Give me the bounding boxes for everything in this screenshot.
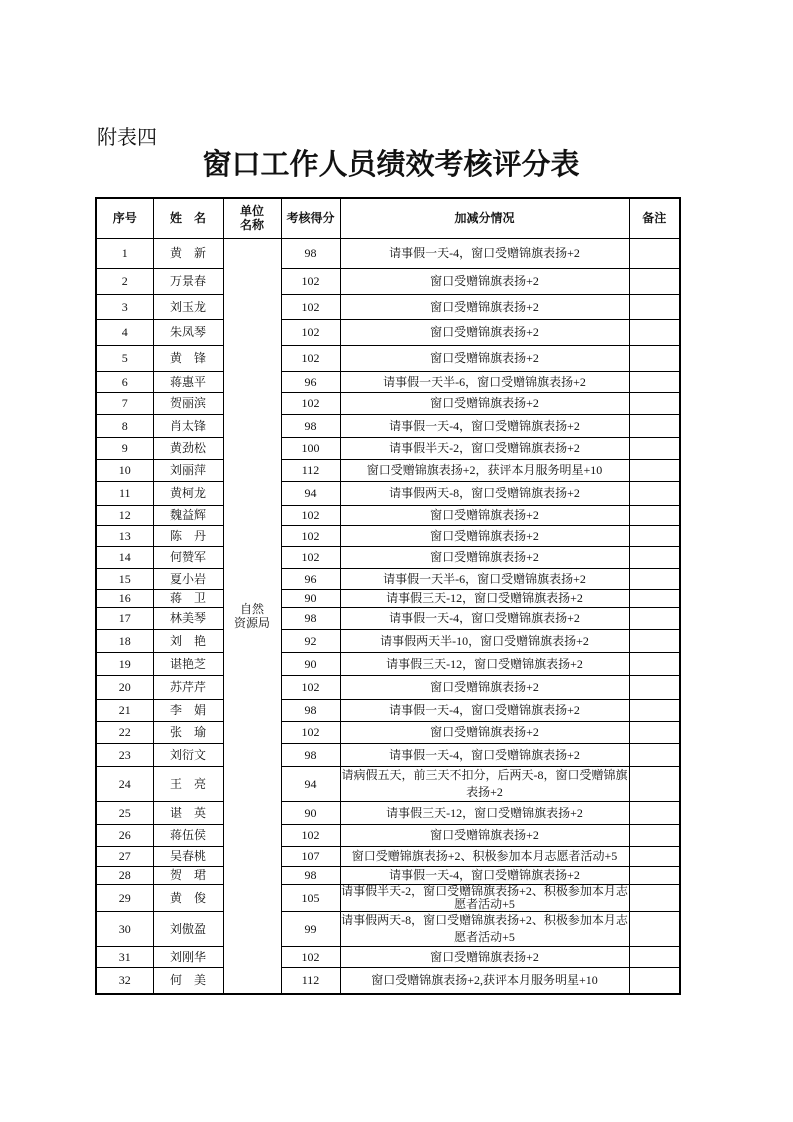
- staff-name: 黄 俊: [153, 884, 223, 911]
- row-number: 28: [96, 866, 153, 884]
- staff-name: 黄 锋: [153, 345, 223, 371]
- row-number: 2: [96, 268, 153, 294]
- staff-name: 苏芹芹: [153, 675, 223, 699]
- row-number: 10: [96, 459, 153, 481]
- assessment-score: 98: [281, 238, 340, 268]
- staff-name: 黄 新: [153, 238, 223, 268]
- table-row: [96, 721, 680, 743]
- remark-cell: [629, 946, 680, 967]
- staff-name: 黄劲松: [153, 437, 223, 459]
- table-row: [96, 371, 680, 392]
- assessment-score: 102: [281, 824, 340, 846]
- remark-cell: [629, 967, 680, 994]
- assessment-score: 102: [281, 525, 340, 546]
- remark-cell: [629, 824, 680, 846]
- assessment-score: 99: [281, 911, 340, 946]
- row-number: 31: [96, 946, 153, 967]
- staff-name: 夏小岩: [153, 568, 223, 589]
- table-row: [96, 766, 680, 801]
- header-remark: 备注: [629, 198, 680, 238]
- table-row: [96, 884, 680, 911]
- score-adjustment-detail: 请事假一天半-6，窗口受赠锦旗表扬+2: [340, 568, 629, 589]
- assessment-score: 98: [281, 699, 340, 721]
- table-row: [96, 481, 680, 505]
- header-adjustment: 加减分情况: [340, 198, 629, 238]
- staff-name: 刘丽萍: [153, 459, 223, 481]
- remark-cell: [629, 238, 680, 268]
- row-number: 30: [96, 911, 153, 946]
- table-row: [96, 824, 680, 846]
- remark-cell: [629, 589, 680, 607]
- score-adjustment-detail: 请事假一天-4，窗口受赠锦旗表扬+2: [340, 414, 629, 437]
- table-row: [96, 589, 680, 607]
- assessment-score: 98: [281, 607, 340, 629]
- assessment-score: 112: [281, 459, 340, 481]
- staff-name: 魏益辉: [153, 505, 223, 525]
- row-number: 15: [96, 568, 153, 589]
- page-title: 窗口工作人员绩效考核评分表: [202, 149, 580, 181]
- staff-name: 何 美: [153, 967, 223, 994]
- score-adjustment-detail: 窗口受赠锦旗表扬+2: [340, 319, 629, 345]
- score-adjustment-detail: 窗口受赠锦旗表扬+2: [340, 546, 629, 568]
- remark-cell: [629, 459, 680, 481]
- assessment-score: 105: [281, 884, 340, 911]
- assessment-score: 90: [281, 801, 340, 824]
- table-row: [96, 946, 680, 967]
- row-number: 11: [96, 481, 153, 505]
- score-adjustment-detail: 窗口受赠锦旗表扬+2: [340, 268, 629, 294]
- table-row: [96, 967, 680, 994]
- assessment-score: 102: [281, 392, 340, 414]
- table-row: [96, 268, 680, 294]
- assessment-score: 102: [281, 345, 340, 371]
- assessment-score: 102: [281, 546, 340, 568]
- table-row: [96, 294, 680, 319]
- score-adjustment-detail: 窗口受赠锦旗表扬+2: [340, 294, 629, 319]
- staff-name: 朱凤琴: [153, 319, 223, 345]
- score-adjustment-detail: 窗口受赠锦旗表扬+2: [340, 525, 629, 546]
- score-adjustment-detail: 请事假半天-2，窗口受赠锦旗表扬+2、积极参加本月志 愿者活动+5: [341, 883, 628, 911]
- staff-name: 何赞军: [153, 546, 223, 568]
- assessment-score: 96: [281, 371, 340, 392]
- row-number: 6: [96, 371, 153, 392]
- staff-name: 蒋惠平: [153, 371, 223, 392]
- table-row: [96, 699, 680, 721]
- row-number: 3: [96, 294, 153, 319]
- table-header-row: [96, 198, 680, 238]
- assessment-score: 102: [281, 946, 340, 967]
- assessment-score: 98: [281, 414, 340, 437]
- table-row: [96, 437, 680, 459]
- remark-cell: [629, 319, 680, 345]
- assessment-score: 90: [281, 589, 340, 607]
- assessment-score: 94: [281, 766, 340, 801]
- table-row: [96, 319, 680, 345]
- score-adjustment-detail: 窗口受赠锦旗表扬+2，获评本月服务明星+10: [340, 459, 629, 481]
- score-adjustment-detail: 请事假两天半-10，窗口受赠锦旗表扬+2: [340, 629, 629, 652]
- row-number: 22: [96, 721, 153, 743]
- row-number: 24: [96, 766, 153, 801]
- assessment-score: 102: [281, 675, 340, 699]
- remark-cell: [629, 294, 680, 319]
- assessment-score: 112: [281, 967, 340, 994]
- table-row: [96, 459, 680, 481]
- staff-name: 贺丽滨: [153, 392, 223, 414]
- remark-cell: [629, 525, 680, 546]
- table-row: [96, 392, 680, 414]
- staff-name: 吴春桃: [153, 846, 223, 866]
- row-number: 25: [96, 801, 153, 824]
- table-row: [96, 675, 680, 699]
- table-row: [96, 743, 680, 766]
- header-name: 姓 名: [153, 198, 223, 238]
- remark-cell: [629, 629, 680, 652]
- score-adjustment-detail: 请事假两天-8，窗口受赠锦旗表扬+2、积极参加本月志 愿者活动+5: [340, 911, 629, 946]
- row-number: 13: [96, 525, 153, 546]
- remark-cell: [629, 743, 680, 766]
- score-adjustment-detail: 窗口受赠锦旗表扬+2、积极参加本月志愿者活动+5: [340, 846, 629, 866]
- remark-cell: [629, 607, 680, 629]
- staff-name: 刘 艳: [153, 629, 223, 652]
- score-adjustment-detail: 窗口受赠锦旗表扬+2: [340, 392, 629, 414]
- staff-name: 刘刚华: [153, 946, 223, 967]
- assessment-score: 100: [281, 437, 340, 459]
- staff-name: 林美琴: [153, 607, 223, 629]
- remark-cell: [629, 675, 680, 699]
- table-row: [96, 505, 680, 525]
- staff-name: 黄柯龙: [153, 481, 223, 505]
- table-row: [96, 525, 680, 546]
- row-number: 4: [96, 319, 153, 345]
- remark-cell: [629, 911, 680, 946]
- row-number: 27: [96, 846, 153, 866]
- score-adjustment-detail: 请事假一天半-6，窗口受赠锦旗表扬+2: [340, 371, 629, 392]
- table-row: [96, 607, 680, 629]
- remark-cell: [629, 392, 680, 414]
- score-adjustment-detail: 窗口受赠锦旗表扬+2: [340, 345, 629, 371]
- remark-cell: [629, 437, 680, 459]
- score-adjustment-detail: 请事假三天-12，窗口受赠锦旗表扬+2: [340, 589, 629, 607]
- remark-cell: [629, 866, 680, 884]
- row-number: 20: [96, 675, 153, 699]
- remark-cell: [629, 546, 680, 568]
- row-number: 14: [96, 546, 153, 568]
- row-number: 18: [96, 629, 153, 652]
- assessment-score: 102: [281, 721, 340, 743]
- score-adjustment-detail: 请事假三天-12，窗口受赠锦旗表扬+2: [340, 652, 629, 675]
- assessment-score: 102: [281, 505, 340, 525]
- score-adjustment-detail: 请事假半天-2，窗口受赠锦旗表扬+2: [340, 437, 629, 459]
- score-adjustment-detail: 请事假一天-4，窗口受赠锦旗表扬+2: [340, 743, 629, 766]
- remark-cell: [629, 505, 680, 525]
- assessment-score: 98: [281, 866, 340, 884]
- table-row: [96, 568, 680, 589]
- row-number: 32: [96, 967, 153, 994]
- staff-name: 谌艳芝: [153, 652, 223, 675]
- staff-name: 张 瑜: [153, 721, 223, 743]
- assessment-score: 90: [281, 652, 340, 675]
- assessment-score: 98: [281, 743, 340, 766]
- table-body: [96, 238, 680, 994]
- staff-name: 肖太锋: [153, 414, 223, 437]
- remark-cell: [629, 699, 680, 721]
- appendix-label: 附表四: [97, 127, 157, 149]
- score-adjustment-detail: 窗口受赠锦旗表扬+2: [340, 946, 629, 967]
- row-number: 7: [96, 392, 153, 414]
- staff-name: 王 亮: [153, 766, 223, 801]
- assessment-score: 102: [281, 268, 340, 294]
- unit-name-cell: 自然 资源局: [223, 238, 281, 994]
- header-score: 考核得分: [281, 198, 340, 238]
- table-row: [96, 414, 680, 437]
- table-row: [96, 866, 680, 884]
- score-adjustment-detail: 请事假一天-4，窗口受赠锦旗表扬+2: [340, 607, 629, 629]
- score-adjustment-detail: 请病假五天，前三天不扣分，后两天-8，窗口受赠锦旗 表扬+2: [340, 766, 629, 801]
- remark-cell: [629, 345, 680, 371]
- table-row: [96, 801, 680, 824]
- table-row: [96, 546, 680, 568]
- score-adjustment-detail: 窗口受赠锦旗表扬+2: [340, 505, 629, 525]
- remark-cell: [629, 371, 680, 392]
- score-adjustment-detail: 窗口受赠锦旗表扬+2,获评本月服务明星+10: [340, 967, 629, 994]
- table-row: [96, 652, 680, 675]
- assessment-score: 94: [281, 481, 340, 505]
- row-number: 8: [96, 414, 153, 437]
- assessment-score: 96: [281, 568, 340, 589]
- assessment-score: 102: [281, 294, 340, 319]
- row-number: 12: [96, 505, 153, 525]
- remark-cell: [629, 568, 680, 589]
- row-number: 5: [96, 345, 153, 371]
- row-number: 1: [96, 238, 153, 268]
- score-adjustment-detail: 请事假三天-12，窗口受赠锦旗表扬+2: [340, 801, 629, 824]
- score-adjustment-detail: 请事假一天-4，窗口受赠锦旗表扬+2: [340, 866, 629, 884]
- row-number: 16: [96, 589, 153, 607]
- staff-name: 李 娟: [153, 699, 223, 721]
- row-number: 29: [96, 884, 153, 911]
- remark-cell: [629, 481, 680, 505]
- table-row: [96, 345, 680, 371]
- row-number: 19: [96, 652, 153, 675]
- row-number: 26: [96, 824, 153, 846]
- score-adjustment-detail: 请事假两天-8，窗口受赠锦旗表扬+2: [340, 481, 629, 505]
- table-row: [96, 846, 680, 866]
- row-number: 9: [96, 437, 153, 459]
- score-adjustment-detail: 窗口受赠锦旗表扬+2: [340, 721, 629, 743]
- row-number: 17: [96, 607, 153, 629]
- remark-cell: [629, 846, 680, 866]
- remark-cell: [629, 268, 680, 294]
- score-adjustment-detail: 窗口受赠锦旗表扬+2: [340, 824, 629, 846]
- score-adjustment-detail: 窗口受赠锦旗表扬+2: [340, 675, 629, 699]
- staff-name: 刘玉龙: [153, 294, 223, 319]
- row-number: 23: [96, 743, 153, 766]
- staff-name: 陈 丹: [153, 525, 223, 546]
- header-unit: 单位 名称: [223, 198, 281, 238]
- staff-name: 刘衍文: [153, 743, 223, 766]
- score-adjustment-detail: 请事假一天-4，窗口受赠锦旗表扬+2: [340, 699, 629, 721]
- assessment-score: 92: [281, 629, 340, 652]
- table-row: [96, 911, 680, 946]
- table-row: [96, 238, 680, 268]
- staff-name: 刘傲盈: [153, 911, 223, 946]
- staff-name: 蒋伍侯: [153, 824, 223, 846]
- staff-name: 谌 英: [153, 801, 223, 824]
- staff-name: 贺 珺: [153, 866, 223, 884]
- remark-cell: [629, 884, 680, 911]
- staff-name: 蒋 卫: [153, 589, 223, 607]
- assessment-score: 107: [281, 846, 340, 866]
- row-number: 21: [96, 699, 153, 721]
- assessment-score: 102: [281, 319, 340, 345]
- remark-cell: [629, 652, 680, 675]
- staff-name: 万景春: [153, 268, 223, 294]
- score-adjustment-detail: 请事假一天-4，窗口受赠锦旗表扬+2: [340, 238, 629, 268]
- remark-cell: [629, 801, 680, 824]
- table-row: [96, 629, 680, 652]
- remark-cell: [629, 721, 680, 743]
- performance-score-table: [95, 197, 681, 995]
- remark-cell: [629, 766, 680, 801]
- header-seq: 序号: [96, 198, 153, 238]
- remark-cell: [629, 414, 680, 437]
